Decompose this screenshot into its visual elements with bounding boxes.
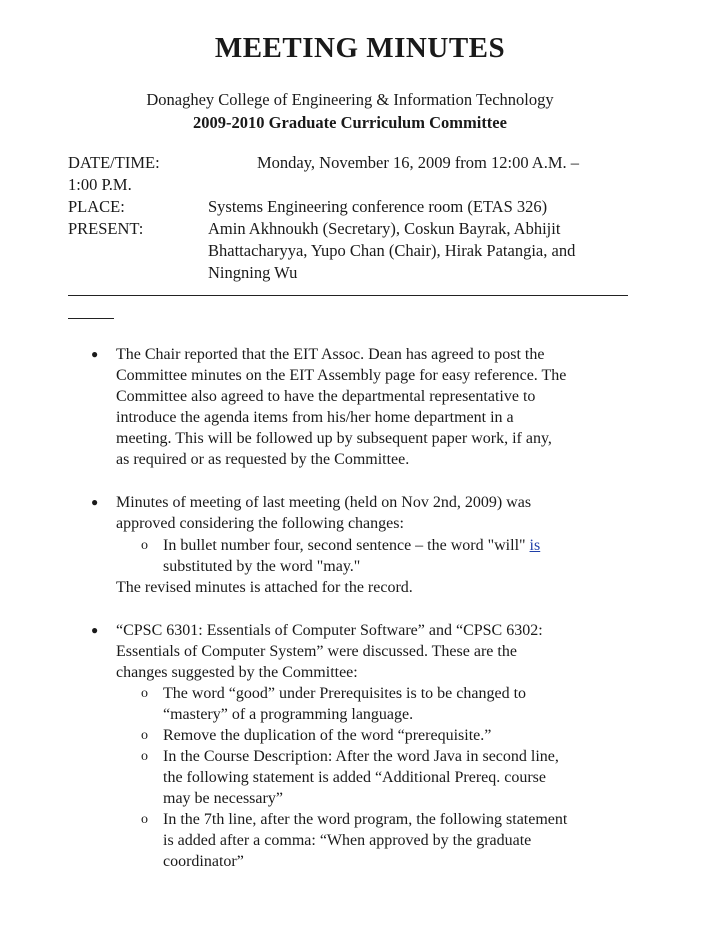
date-value-cont: 1:00 P.M. bbox=[68, 175, 132, 194]
item3-sub-line: Remove the duplication of the word “prerequisite.” bbox=[163, 727, 492, 744]
organization-name: Donaghey College of Engineering & Information Technology bbox=[146, 90, 554, 109]
item1-line: as required or as requested by the Committee. bbox=[116, 451, 410, 468]
sub-bullet-icon: o bbox=[141, 538, 148, 553]
item2-after: The revised minutes is attached for the record. bbox=[116, 579, 413, 596]
item2-line: Minutes of meeting of last meeting (held on Nov 2nd, 2009) was bbox=[116, 494, 532, 511]
item3-line: Essentials of Computer System” were discussed. These are the bbox=[116, 643, 517, 660]
present-line: Ningning Wu bbox=[208, 263, 298, 282]
item1-line: introduce the agenda items from his/her home department in a bbox=[116, 409, 514, 426]
divider-line-short bbox=[68, 318, 114, 319]
present-line: Amin Akhnoukh (Secretary), Coskun Bayrak, Abhijit bbox=[208, 219, 561, 238]
bullet-icon: ● bbox=[91, 495, 99, 509]
page-title: MEETING MINUTES bbox=[214, 32, 506, 64]
place-value: Systems Engineering conference room (ETAS 326) bbox=[208, 197, 548, 216]
item3-sub-line: coordinator” bbox=[163, 853, 244, 870]
committee-name: 2009-2010 Graduate Curriculum Committee bbox=[193, 113, 507, 132]
date-value: Monday, November 16, 2009 from 12:00 A.M. – bbox=[257, 153, 580, 172]
item3-sub-line: In the Course Description: After the word Java in second line, bbox=[163, 748, 559, 765]
item2-sub-line: substituted by the word "may." bbox=[163, 558, 361, 575]
present-label: PRESENT: bbox=[68, 219, 144, 238]
item3-sub-line: is added after a comma: “When approved by the graduate bbox=[163, 832, 532, 849]
bullet-icon: ● bbox=[91, 347, 99, 361]
item3-sub-line: the following statement is added “Additional Prereq. course bbox=[163, 769, 547, 786]
item3-sub-line: In the 7th line, after the word program, the following statement bbox=[163, 811, 568, 828]
item3-sub-line: may be necessary” bbox=[163, 790, 283, 807]
bullet-icon: ● bbox=[91, 623, 99, 637]
item1-line: meeting. This will be followed up by subsequent paper work, if any, bbox=[116, 430, 552, 447]
item2-sub-line bbox=[163, 535, 540, 556]
item1-line: Committee minutes on the EIT Assembly page for easy reference. The bbox=[116, 367, 567, 384]
date-label: DATE/TIME: bbox=[68, 153, 160, 172]
present-line: Bhattacharyya, Yupo Chan (Chair), Hirak Patangia, and bbox=[208, 241, 576, 260]
item3-sub-line: The word “good” under Prerequisites is to be changed to bbox=[163, 685, 527, 702]
item1-line: The Chair reported that the EIT Assoc. Dean has agreed to post the bbox=[116, 346, 545, 363]
item3-line: changes suggested by the Committee: bbox=[116, 664, 358, 681]
item2-sub-text: In bullet number four, second sentence – the word "will" bbox=[163, 537, 526, 554]
item1-line: Committee also agreed to have the departmental representative to bbox=[116, 388, 536, 405]
sub-bullet-icon: o bbox=[141, 812, 148, 827]
item3-line: “CPSC 6301: Essentials of Computer Software” and “CPSC 6302: bbox=[116, 622, 543, 639]
item2-line: approved considering the following changes: bbox=[116, 515, 404, 532]
sub-bullet-icon: o bbox=[141, 749, 148, 764]
place-label: PLACE: bbox=[68, 197, 125, 216]
sub-bullet-icon: o bbox=[141, 728, 148, 743]
divider-line bbox=[68, 295, 628, 296]
item2-sub-link[interactable]: is bbox=[529, 537, 541, 554]
sub-bullet-icon: o bbox=[141, 686, 148, 701]
item3-sub-line: “mastery” of a programming language. bbox=[163, 706, 414, 723]
